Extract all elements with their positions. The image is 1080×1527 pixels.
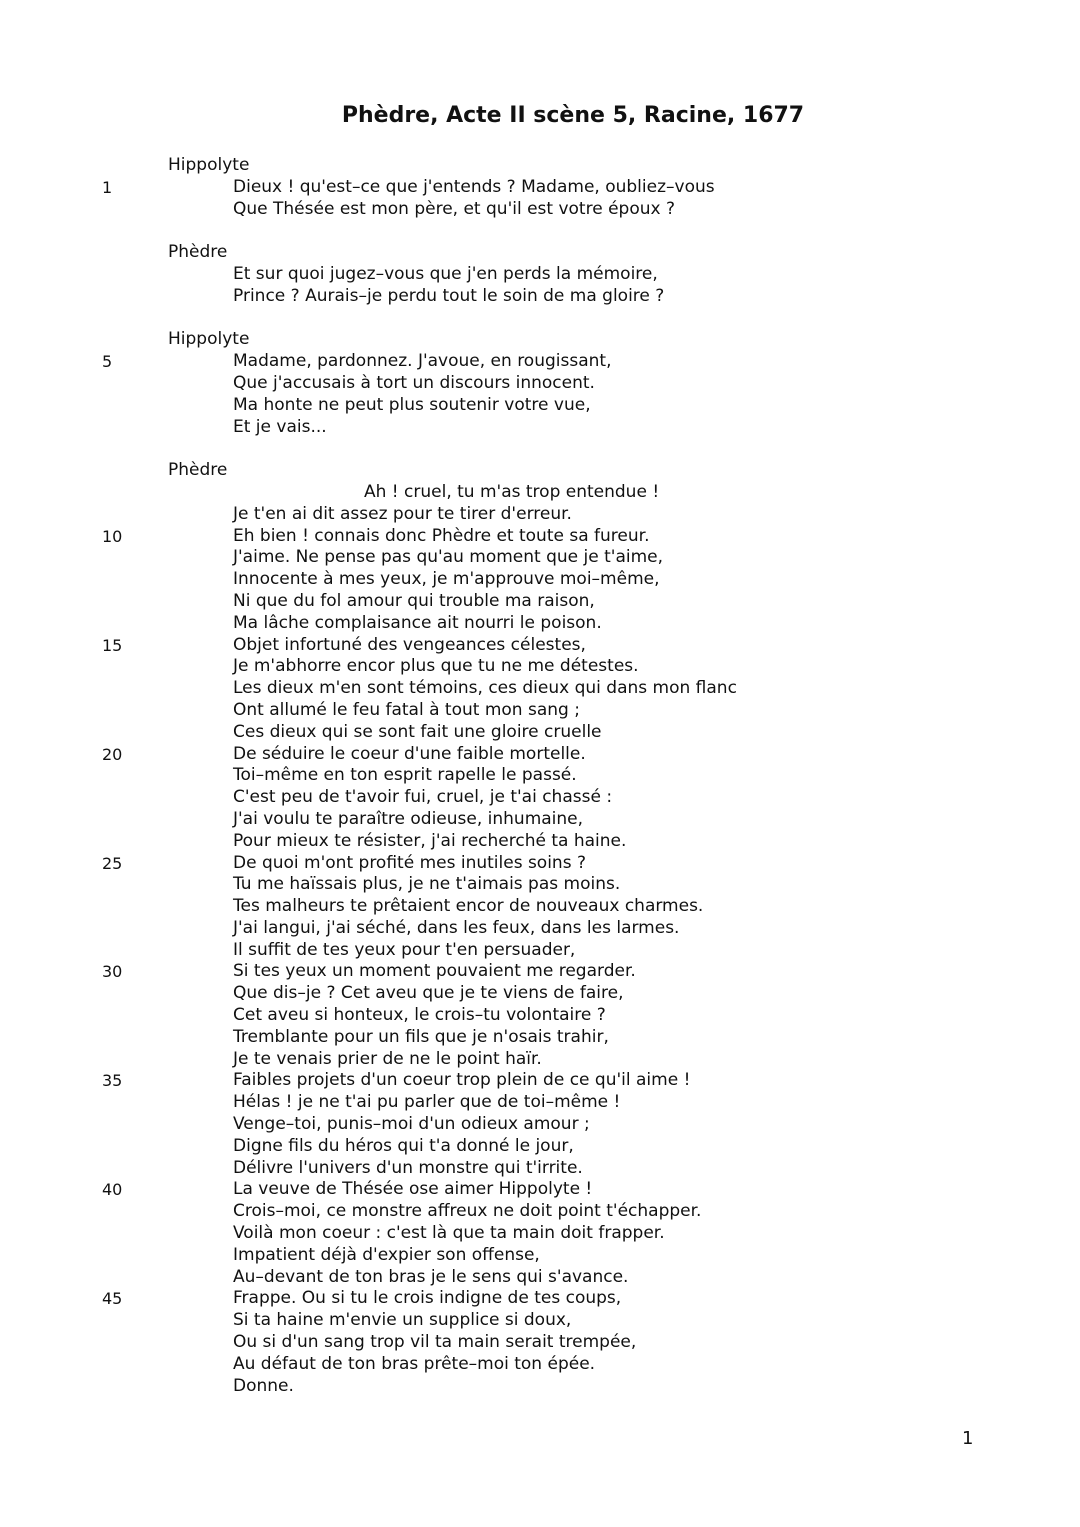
verse-text: Crois–moi, ce monstre affreux ne doit point t'échapper.	[233, 1201, 702, 1222]
verse-line	[0, 831, 1080, 853]
verse-text: Ces dieux qui se sont fait une gloire cruelle	[233, 721, 602, 742]
verse-text: Les dieux m'en sont témoins, ces dieux qui dans mon flanc	[233, 678, 737, 699]
verse-text: Si ta haine m'envie un supplice si doux,	[233, 1310, 572, 1331]
verse-text: Que j'accusais à tort un discours innocent.	[233, 372, 595, 393]
verse-line	[0, 744, 1080, 766]
line-number: 5	[102, 352, 113, 372]
verse-line	[0, 526, 1080, 548]
block-spacer	[0, 220, 1080, 242]
verse-line	[0, 656, 1080, 678]
verse-text: Je m'abhorre encor plus que tu ne me détestes.	[233, 656, 639, 677]
verse-line	[0, 635, 1080, 657]
verse-text: Toi–même en ton esprit rapelle le passé.	[233, 765, 577, 786]
verse-text: Objet infortuné des vengeances célestes,	[233, 634, 586, 655]
verse-text: Frappe. Ou si tu le crois indigne de tes coups,	[233, 1288, 622, 1309]
verse-line	[0, 809, 1080, 831]
verse-text: J'aime. Ne pense pas qu'au moment que je t'aime,	[233, 547, 664, 568]
verse-line	[0, 1201, 1080, 1223]
verse-text: Impatient déjà d'expier son offense,	[233, 1244, 540, 1265]
verse-text: Je t'en ai dit assez pour te tirer d'erreur.	[233, 503, 572, 524]
verse-line	[0, 1114, 1080, 1136]
document-title: Phèdre, Acte II scène 5, Racine, 1677	[341, 103, 805, 128]
speaker-name: Phèdre	[168, 460, 228, 481]
verse-line	[0, 918, 1080, 940]
verse-text: De quoi m'ont profité mes inutiles soins ?	[233, 852, 586, 873]
speaker-name: Hippolyte	[168, 155, 250, 175]
verse-line	[0, 940, 1080, 962]
verse-line	[0, 1310, 1080, 1332]
verse-text: Je te venais prier de ne le point haïr.	[233, 1048, 542, 1069]
line-number: 10	[102, 526, 123, 546]
verse-line	[0, 613, 1080, 635]
verse-text: Hélas ! je ne t'ai pu parler que de toi–même !	[233, 1092, 621, 1113]
verse-text: Ma lâche complaisance ait nourri le poison.	[233, 612, 602, 633]
verse-text: Faibles projets d'un coeur trop plein de ce qu'il aime !	[233, 1070, 691, 1091]
verse-line	[0, 1245, 1080, 1267]
line-number: 45	[102, 1289, 123, 1309]
verse-line	[0, 722, 1080, 744]
verse-line	[0, 1223, 1080, 1245]
verse-line	[0, 1179, 1080, 1201]
verse-text: Ou si d'un sang trop vil ta main serait trempée,	[233, 1332, 637, 1353]
verse-text: Innocente à mes yeux, je m'approuve moi–même,	[233, 569, 660, 590]
verse-line	[0, 395, 1080, 417]
block-spacer	[0, 308, 1080, 330]
verse-line	[0, 1136, 1080, 1158]
verse-text: Prince ? Aurais–je perdu tout le soin de ma gloire ?	[233, 285, 665, 306]
line-number: 25	[102, 853, 123, 873]
page-number: 1	[962, 1428, 974, 1449]
verse-line	[0, 417, 1080, 439]
verse-line	[0, 765, 1080, 787]
verse-line	[0, 351, 1080, 373]
speaker-name: Phèdre	[168, 242, 228, 263]
verse-text: Ont allumé le feu fatal à tout mon sang ;	[233, 699, 580, 720]
verse-line	[0, 853, 1080, 875]
verse-text: J'ai voulu te paraître odieuse, inhumaine,	[233, 808, 584, 829]
line-number: 20	[102, 744, 123, 764]
verse-text: C'est peu de t'avoir fui, cruel, je t'ai chassé :	[233, 787, 613, 808]
verse-text: Et je vais...	[233, 416, 327, 437]
verse-line	[0, 678, 1080, 700]
verse-line	[0, 1049, 1080, 1071]
verse-text: Que Thésée est mon père, et qu'il est votre époux ?	[233, 198, 675, 219]
play-excerpt	[0, 155, 1080, 1397]
verse-text: Ah ! cruel, tu m'as trop entendue !	[364, 481, 660, 502]
verse-text: Cet aveu si honteux, le crois–tu volontaire ?	[233, 1005, 606, 1026]
speaker-name: Hippolyte	[168, 329, 250, 350]
verse-line	[0, 547, 1080, 569]
verse-text: Au défaut de ton bras prête–moi ton épée.	[233, 1353, 596, 1374]
verse-text: Au–devant de ton bras je le sens qui s'avance.	[233, 1266, 629, 1287]
verse-text: Voilà mon coeur : c'est là que ta main doit frapper.	[233, 1223, 665, 1244]
verse-text: Venge–toi, punis–moi d'un odieux amour ;	[233, 1114, 590, 1135]
line-number: 30	[102, 962, 123, 982]
line-number: 15	[102, 635, 123, 655]
verse-text: Délivre l'univers d'un monstre qui t'irrite.	[233, 1157, 583, 1178]
verse-line	[0, 482, 1080, 504]
verse-text: Pour mieux te résister, j'ai recherché ta haine.	[233, 830, 627, 851]
verse-line	[0, 874, 1080, 896]
verse-text: Dieux ! qu'est–ce que j'entends ? Madame, oubliez–vous	[233, 176, 715, 197]
line-number: 1	[102, 177, 113, 197]
verse-line	[0, 286, 1080, 308]
verse-line	[0, 787, 1080, 809]
verse-line	[0, 177, 1080, 199]
verse-line	[0, 961, 1080, 983]
verse-text: Digne fils du héros qui t'a donné le jour,	[233, 1135, 574, 1156]
verse-text: Tes malheurs te prêtaient encor de nouveaux charmes.	[233, 896, 704, 917]
verse-line	[0, 700, 1080, 722]
verse-line	[0, 264, 1080, 286]
verse-line	[0, 569, 1080, 591]
verse-line	[0, 1288, 1080, 1310]
verse-line	[0, 504, 1080, 526]
verse-text: Madame, pardonnez. J'avoue, en rougissant,	[233, 351, 612, 372]
verse-line	[0, 1005, 1080, 1027]
line-number: 35	[102, 1071, 123, 1091]
verse-text: Tu me haïssais plus, je ne t'aimais pas moins.	[233, 874, 621, 895]
verse-line	[0, 199, 1080, 221]
verse-line	[0, 983, 1080, 1005]
verse-text: Que dis–je ? Cet aveu que je te viens de faire,	[233, 983, 624, 1004]
verse-text: Ma honte ne peut plus soutenir votre vue,	[233, 394, 591, 415]
verse-text: Il suffit de tes yeux pour t'en persuader,	[233, 939, 576, 960]
verse-line	[0, 1376, 1080, 1398]
verse-line	[0, 1354, 1080, 1376]
verse-text: Si tes yeux un moment pouvaient me regarder.	[233, 961, 636, 982]
verse-text: J'ai langui, j'ai séché, dans les feux, dans les larmes.	[233, 917, 680, 938]
verse-text: Eh bien ! connais donc Phèdre et toute sa fureur.	[233, 525, 650, 546]
verse-line	[0, 1267, 1080, 1289]
verse-line	[0, 1158, 1080, 1180]
verse-line	[0, 373, 1080, 395]
block-spacer	[0, 438, 1080, 460]
verse-text: Donne.	[233, 1375, 294, 1396]
verse-line	[0, 1332, 1080, 1354]
line-number: 40	[102, 1180, 123, 1200]
verse-line	[0, 591, 1080, 613]
verse-text: Et sur quoi jugez–vous que j'en perds la mémoire,	[233, 263, 658, 284]
verse-line	[0, 1070, 1080, 1092]
verse-line	[0, 896, 1080, 918]
verse-text: De séduire le coeur d'une faible mortelle.	[233, 743, 586, 764]
verse-text: Tremblante pour un fils que je n'osais trahir,	[233, 1026, 609, 1047]
verse-text: Ni que du fol amour qui trouble ma raison,	[233, 590, 595, 611]
verse-line	[0, 1027, 1080, 1049]
verse-text: La veuve de Thésée ose aimer Hippolyte !	[233, 1179, 593, 1200]
verse-line	[0, 1092, 1080, 1114]
